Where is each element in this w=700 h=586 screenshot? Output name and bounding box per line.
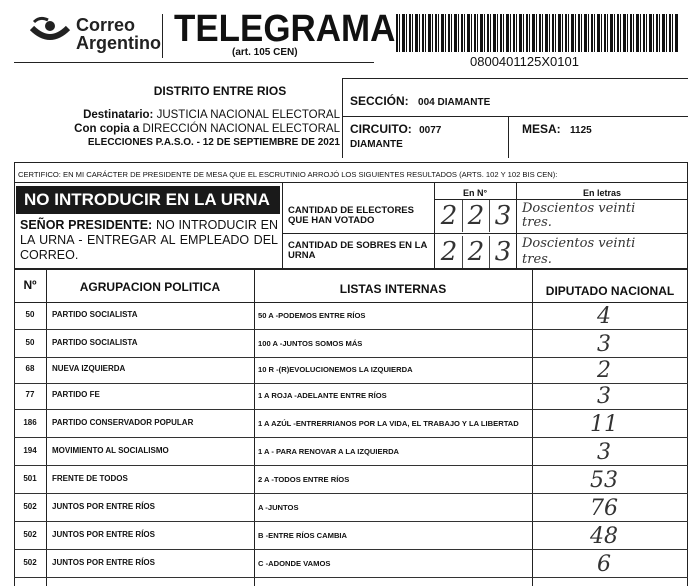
row-lista: 1 A AZÚL -ENTRERRIANOS POR LA VIDA, EL TRABAJO Y LA LIBERTAD	[258, 419, 519, 428]
row-votos: 3	[597, 440, 611, 465]
col-header-num: Nº	[23, 278, 37, 292]
row-votos: 53	[590, 468, 618, 493]
table-top-rule	[14, 268, 688, 270]
row-lista: A -JUNTOS	[258, 503, 299, 512]
mesa-label: MESA:	[522, 122, 561, 136]
row-votos: 76	[590, 496, 618, 521]
brand-line1: Correo	[76, 15, 136, 35]
circuito-value: 0077	[419, 125, 442, 136]
electores-digit: 2	[463, 200, 490, 232]
row-agrupacion: JUNTOS POR ENTRE RÍOS	[52, 558, 155, 567]
header-divider	[162, 14, 163, 58]
certifico-rule	[14, 182, 688, 183]
row-agrupacion: NUEVA IZQUIERDA	[52, 364, 126, 373]
certifico-text: CERTIFICO: EN MI CARÁCTER DE PRESIDENTE DE MESA QUE EL ESCRUTINIO ARROJÓ LOS SIGUIENTES RESULTADOS (ARTS. 102 Y 102 BIS CEN):	[18, 170, 558, 179]
row-lista: 1 A - PARA RENOVAR A LA IZQUIERDA	[258, 447, 400, 456]
row-num: 77	[25, 390, 35, 399]
copia-value: DIRECCIÓN NACIONAL ELECTORAL	[142, 123, 340, 135]
mesa	[522, 122, 592, 136]
header-rule	[14, 62, 374, 63]
table-row	[14, 356, 688, 384]
row-lista: 10 R -(R)EVOLUCIONEMOS LA IZQUIERDA	[258, 365, 413, 374]
row-lista: 100 A -JUNTOS SOMOS MÁS	[258, 339, 363, 348]
row-agrupacion: PARTIDO CONSERVADOR POPULAR	[52, 418, 194, 427]
col-header-listas: LISTAS INTERNAS	[339, 282, 447, 296]
table-row	[14, 494, 688, 522]
table-row	[14, 466, 688, 494]
barcode-icon	[396, 14, 678, 52]
circuito-label: CIRCUITO:	[350, 122, 412, 136]
row-votos: 6	[597, 552, 611, 577]
warning-text	[20, 218, 278, 263]
warning-body: NO INTRODUCIR EN LA URNA - ENTREGAR AL EMPLEADO DEL CORREO.	[20, 218, 279, 262]
row-agrupacion: PARTIDO FE	[52, 390, 100, 399]
copia-label: Con copia a	[74, 123, 140, 135]
seccion-label: SECCIÓN:	[350, 94, 409, 108]
circuito-name: DIAMANTE	[350, 139, 403, 150]
row-num: 502	[23, 558, 37, 567]
row-num: 502	[23, 530, 37, 539]
correo-argentino-logo-icon	[30, 16, 74, 52]
row-num: 194	[23, 446, 37, 455]
row-agrupacion: MOVIMIENTO AL SOCIALISMO	[52, 446, 169, 455]
barcode-number: 0800401125X0101	[470, 54, 579, 69]
destinatario-value: JUSTICIA NACIONAL ELECTORAL	[156, 109, 340, 121]
row-num: 501	[23, 474, 37, 483]
electores-letters: Doscientos veinti tres.	[522, 201, 636, 230]
row-agrupacion: FRENTE DE TODOS	[52, 474, 128, 483]
seccion-value: 004 DIAMANTE	[418, 97, 491, 108]
row-num: 186	[23, 418, 37, 427]
table-row	[14, 522, 688, 550]
table-row	[14, 330, 688, 358]
table-row	[14, 410, 688, 438]
electores-digit: 3	[494, 201, 512, 231]
warning-title: NO INTRODUCIR EN LA URNA	[24, 190, 270, 209]
electores-label: CANTIDAD DE ELECTORES QUE HAN VOTADO	[288, 205, 414, 226]
col-header-agrupacion: AGRUPACION POLITICA	[79, 280, 221, 294]
table-row	[14, 550, 688, 578]
row-lista: 50 A -PODEMOS ENTRE RÍOS	[258, 311, 366, 320]
sobres-digit: 2	[436, 236, 463, 268]
table-row	[14, 382, 688, 410]
seccion	[350, 94, 490, 108]
row-lista: B -ENTRE RÍOS CAMBIA	[258, 531, 348, 540]
row-votos: 3	[597, 332, 611, 357]
row-agrupacion: PARTIDO SOCIALISTA	[52, 338, 138, 347]
counts-header-letters: En letras	[582, 188, 622, 198]
row-num: 50	[25, 338, 35, 347]
destinatario-label: Destinatario:	[83, 109, 154, 121]
row-num: 68	[25, 364, 35, 373]
sobres-digits	[436, 236, 516, 268]
row-votos: 3	[597, 384, 611, 409]
row-lista: 1 A ROJA -ADELANTE ENTRE RÍOS	[258, 391, 387, 400]
location-divider	[342, 116, 688, 117]
row-votos: 2	[597, 358, 611, 383]
destinatario	[20, 108, 340, 150]
brand-name	[76, 16, 161, 52]
electores-digits	[436, 200, 516, 232]
row-lista: 2 A -TODOS ENTRE RÍOS	[258, 475, 350, 484]
row-num: 502	[23, 502, 37, 511]
counts-header-num: En N°	[462, 188, 488, 198]
row-lista: C -ADONDE VAMOS	[258, 559, 331, 568]
col-header-diputado: DIPUTADO NACIONAL	[545, 284, 675, 298]
row-agrupacion: JUNTOS POR ENTRE RÍOS	[52, 502, 155, 511]
warning-bold: SEÑOR PRESIDENTE:	[20, 218, 153, 232]
warning-divider	[282, 182, 283, 268]
sobres-letters: Doscientos veinti tres.	[522, 236, 636, 267]
row-votos: 4	[597, 304, 611, 329]
table-row	[14, 302, 688, 330]
elecciones: ELECCIONES P.A.S.O. - 12 DE SEPTIEMBRE DE 2021	[87, 137, 340, 148]
distrito: DISTRITO ENTRE RIOS	[153, 84, 287, 98]
row-agrupacion: PARTIDO SOCIALISTA	[52, 310, 138, 319]
electores-digit: 2	[436, 200, 463, 232]
row-votos: 11	[590, 412, 618, 437]
document-title: TELEGRAMA	[174, 8, 396, 50]
brand-line2: Argentino	[76, 33, 161, 53]
row-votos: 48	[590, 524, 618, 549]
sobres-digit: 2	[463, 236, 490, 268]
sobres-digit: 3	[494, 237, 512, 267]
circuito	[350, 122, 441, 136]
document-subtitle: (art. 105 CEN)	[232, 47, 298, 58]
table-row	[14, 438, 688, 466]
mesa-value: 1125	[570, 125, 592, 136]
mesa-divider	[508, 116, 509, 158]
counts-mid-rule	[282, 233, 688, 234]
row-num: 50	[25, 310, 35, 319]
row-agrupacion: JUNTOS POR ENTRE RÍOS	[52, 530, 155, 539]
sobres-label: CANTIDAD DE SOBRES EN LA URNA	[288, 240, 427, 261]
